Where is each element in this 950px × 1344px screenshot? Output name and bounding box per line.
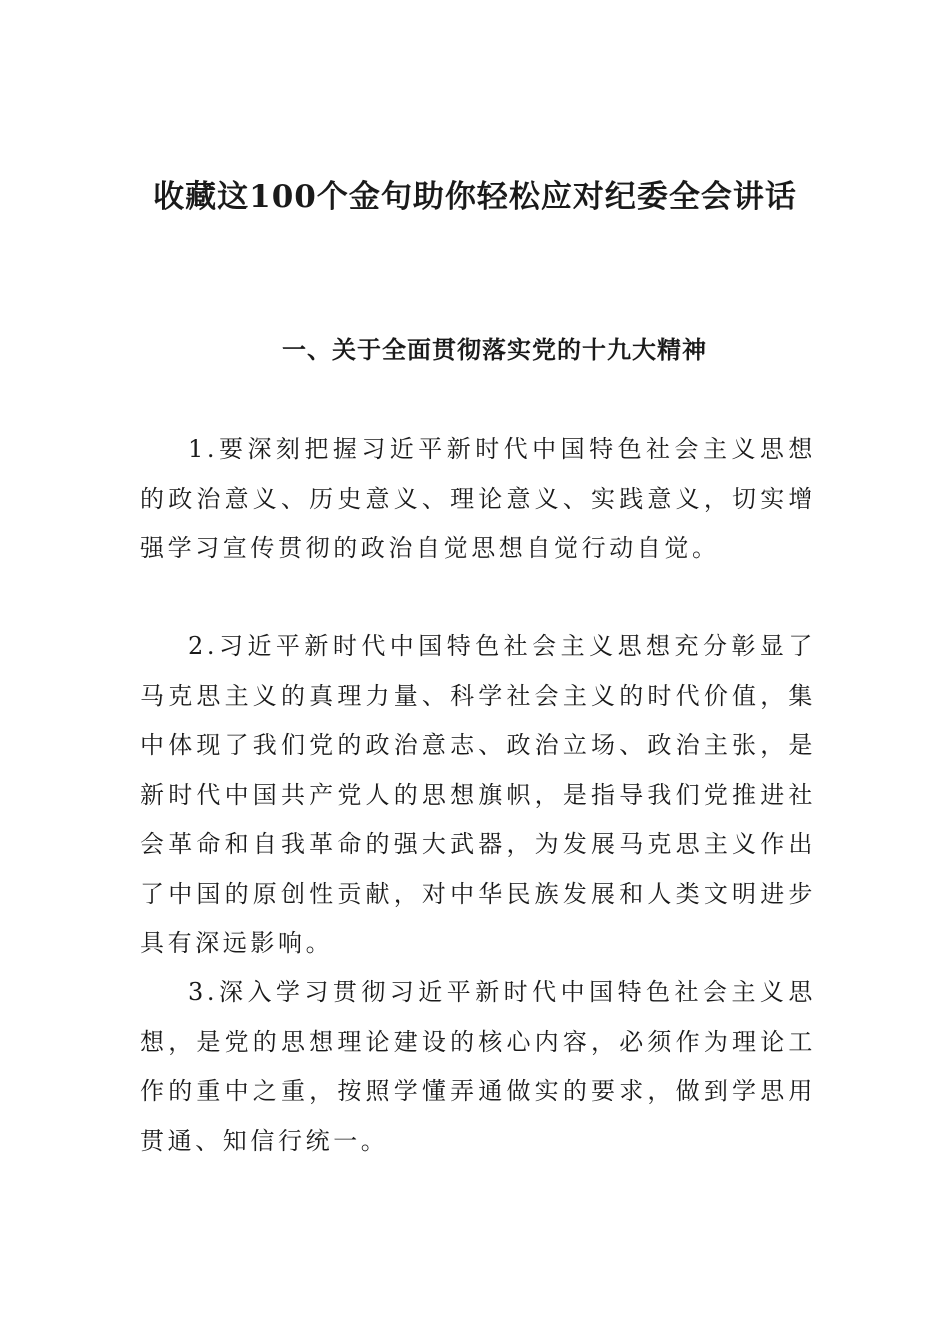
document-title: 收藏这100个金句助你轻松应对纪委全会讲话: [153, 179, 797, 215]
section-heading: 一、关于全面贯彻落实党的十九大精神: [282, 336, 707, 364]
paragraph-3: 3.深入学习贯彻习近平新时代中国特色社会主义思想，是党的思想理论建设的核心内容，必须作为理论工作的重中之重，按照学懂弄通做实的要求，做到学思用贯通、知信行统一。: [140, 978, 816, 1155]
paragraph-1: 1.要深刻把握习近平新时代中国特色社会主义思想的政治意义、历史意义、理论意义、实践意义，切实增强学习宣传贯彻的政治自觉思想自觉行动自觉。: [140, 435, 816, 562]
paragraph-2: 2.习近平新时代中国特色社会主义思想充分彰显了马克思主义的真理力量、科学社会主义的时代价值，集中体现了我们党的政治意志、政治立场、政治主张，是新时代中国共产党人的思想旗帜，是指导我们党推进社会革命和自我革命的强大武器，为发展马克思主义作出了中国的原创性贡献，对中华民族发展和人类文明进步具有深远影响。: [140, 632, 816, 957]
